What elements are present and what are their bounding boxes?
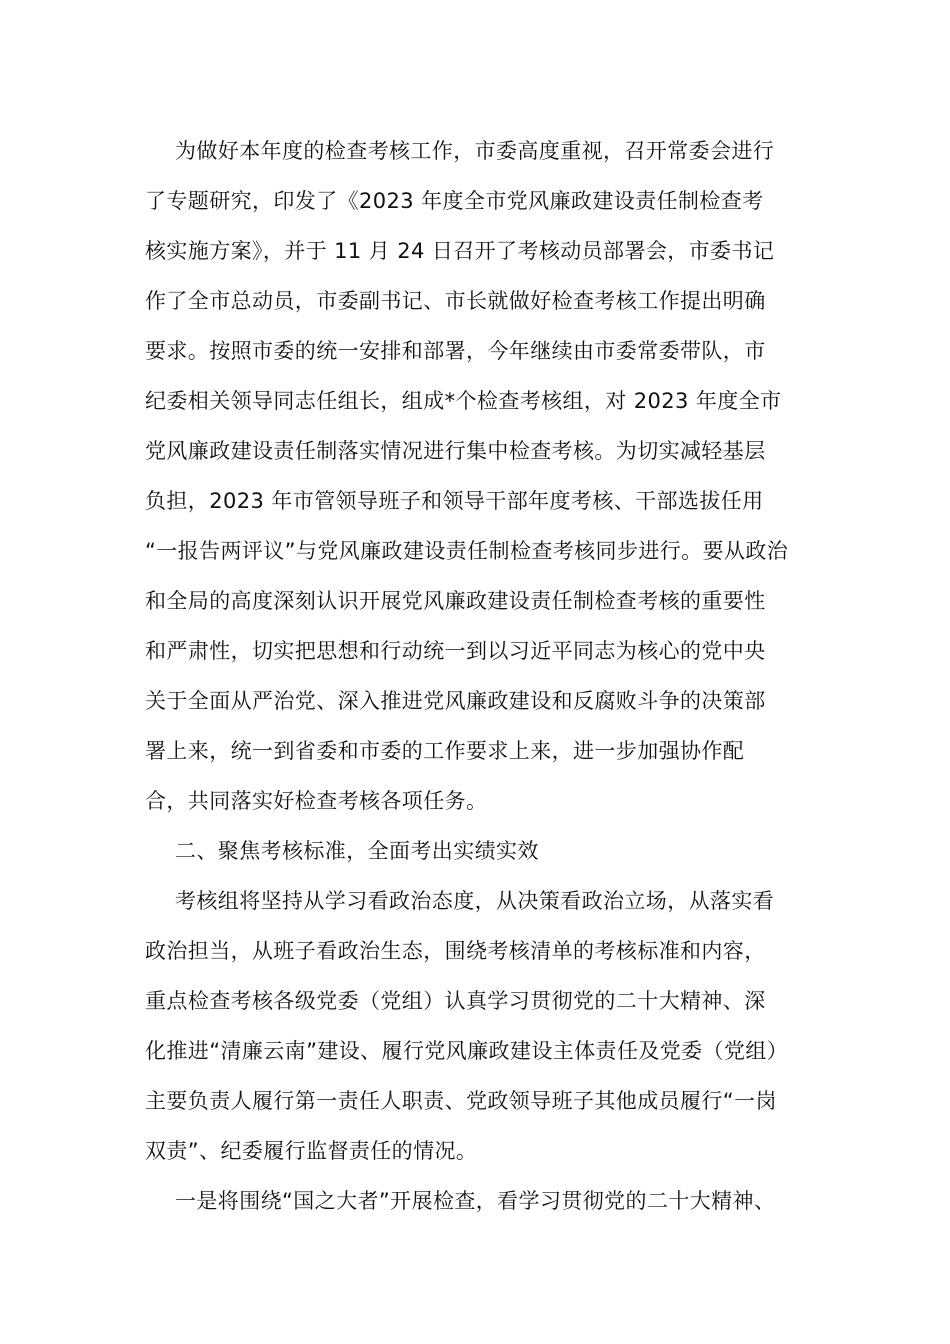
text-line: 和严肃性，切实把思想和行动统一到以习近平同志为核心的党中央 xyxy=(145,639,766,663)
text-line: 作了全市总动员，市委副书记、市长就做好检查考核工作提出明确 xyxy=(145,289,766,313)
text-line: 重点检查考核各级党委（党组）认真学习贯彻党的二十大精神、深 xyxy=(145,989,766,1013)
text-line: 化推进“清廉云南”建设、履行党风廉政建设主体责任及党委（党组） xyxy=(145,1039,789,1063)
text-line: 关于全面从严治党、深入推进党风廉政建设和反腐败斗争的决策部 xyxy=(145,689,766,713)
paragraph-inspection-focus xyxy=(145,876,809,1176)
text-line: “一报告两评议”与党风廉政建设责任制检查考核同步进行。要从政治 xyxy=(145,539,789,563)
heading-text: 二、聚焦考核标准，全面考出实绩实效 xyxy=(175,839,539,863)
paragraph-first-item xyxy=(145,1176,809,1226)
text-line: 要求。按照市委的统一安排和部署，今年继续由市委常委带队，市 xyxy=(145,339,766,363)
section-heading xyxy=(145,826,809,876)
text-line: 双责”、纪委履行监督责任的情况。 xyxy=(145,1139,478,1163)
text-line: 纪委相关领导同志任组长，组成*个检查考核组，对 2023 年度全市 xyxy=(145,389,782,413)
text-line: 政治担当，从班子看政治生态，围绕考核清单的考核标准和内容， xyxy=(145,939,766,963)
text-line: 合，共同落实好检查考核各项任务。 xyxy=(145,789,488,813)
paragraph-inspection-arrangement xyxy=(145,126,809,826)
text-line: 主要负责人履行第一责任人职责、党政领导班子其他成员履行“一岗 xyxy=(145,1089,777,1113)
text-line: 一是将围绕“国之大者”开展检查，看学习贯彻党的二十大精神、 xyxy=(175,1189,776,1213)
text-line: 了专题研究，印发了《2023 年度全市党风廉政建设责任制检查考 xyxy=(145,189,764,213)
text-line: 和全局的高度深刻认识开展党风廉政建设责任制检查考核的重要性 xyxy=(145,589,766,613)
text-line: 党风廉政建设责任制落实情况进行集中检查考核。为切实减轻基层 xyxy=(145,439,766,463)
text-line: 为做好本年度的检查考核工作，市委高度重视，召开常委会进行 xyxy=(175,139,775,163)
text-line: 负担，2023 年市管领导班子和领导干部年度考核、干部选拔任用 xyxy=(145,489,764,513)
document-body xyxy=(145,126,809,1226)
text-line: 署上来，统一到省委和市委的工作要求上来，进一步加强协作配 xyxy=(145,739,745,763)
text-line: 核实施方案》，并于 11 月 24 日召开了考核动员部署会，市委书记 xyxy=(145,239,775,263)
text-line: 考核组将坚持从学习看政治态度，从决策看政治立场，从落实看 xyxy=(175,889,775,913)
